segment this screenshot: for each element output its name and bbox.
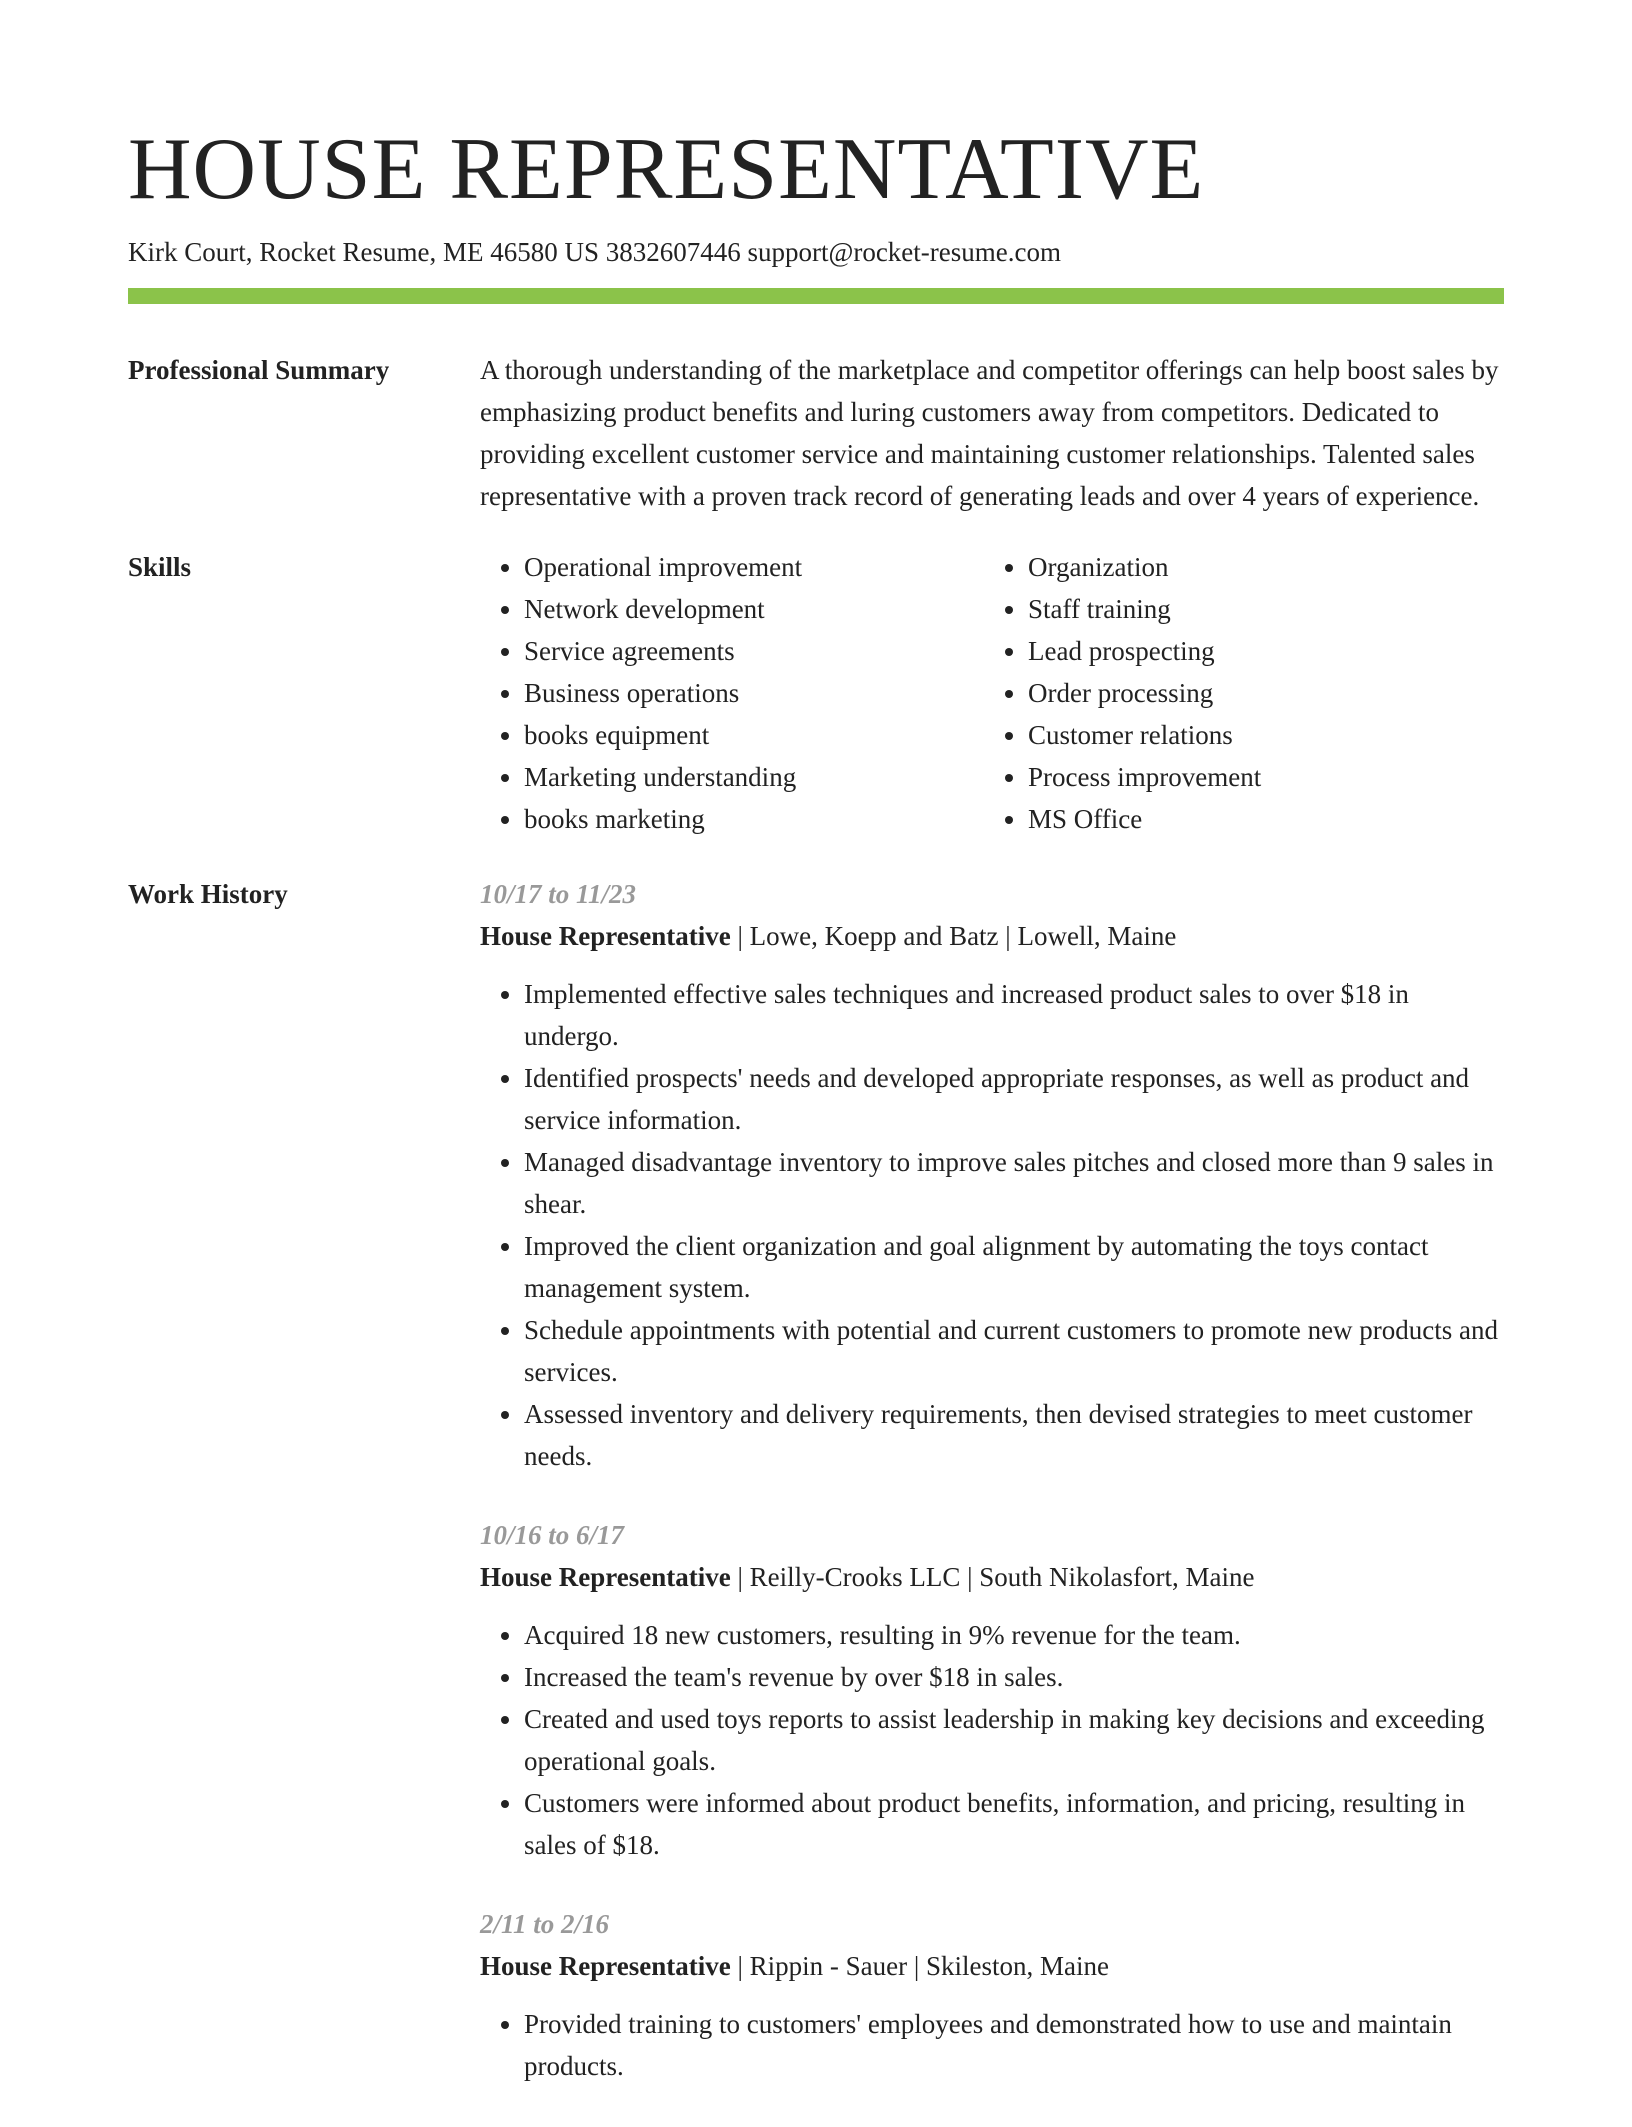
job-details: | Rippin - Sauer | Skileston, Maine	[730, 1951, 1109, 1981]
skill-item: • Order processing	[1028, 672, 1488, 714]
job-heading	[480, 1556, 1504, 1598]
skill-item: • Network development	[524, 588, 984, 630]
skill-item: • books marketing	[524, 798, 984, 840]
job-entry	[480, 1514, 1504, 1866]
skills-list-right	[984, 546, 1488, 840]
skill-item: • books equipment	[524, 714, 984, 756]
skills-heading: Skills	[128, 552, 192, 582]
job-bullet: • Provided training to customers' employees and demonstrated how to use and maintain products.	[524, 2003, 1504, 2087]
skill-item: • Marketing understanding	[524, 756, 984, 798]
job-bullets	[480, 973, 1504, 1477]
summary-heading: Professional Summary	[128, 355, 390, 385]
job-heading	[480, 1945, 1504, 1987]
skills-list-left	[480, 546, 984, 840]
job-bullet: • Customers were informed about product benefits, information, and pricing, resulting in sales of $18.	[524, 1782, 1504, 1866]
contact-info: Kirk Court, Rocket Resume, ME 46580 US 3832607446 support@rocket-resume.com	[128, 237, 1061, 267]
job-entry	[480, 873, 1504, 1477]
summary-text: A thorough understanding of the marketplace and competitor offerings can help boost sales by emphasizing product benefits and luring customers away from competitors. Dedicated to providing excellent customer service and maintaining customer relationships. Talented sales representative with a proven track record of generating leads and over 4 years of experience.	[480, 355, 1499, 511]
skill-item: • Lead prospecting	[1028, 630, 1488, 672]
job-details: | Lowe, Koepp and Batz | Lowell, Maine	[730, 921, 1177, 951]
job-heading	[480, 915, 1504, 957]
job-bullet: • Acquired 18 new customers, resulting in 9% revenue for the team.	[524, 1614, 1504, 1656]
job-bullet: • Schedule appointments with potential and current customers to promote new products and services.	[524, 1309, 1504, 1393]
job-dates: 10/16 to 6/17	[480, 1520, 625, 1550]
header-accent-rule	[128, 288, 1504, 304]
skill-item: • Staff training	[1028, 588, 1488, 630]
skills-section	[128, 549, 1504, 840]
job-entry	[480, 1903, 1504, 2087]
job-bullet: • Implemented effective sales techniques and increased product sales to over $18 in undergo.	[524, 973, 1504, 1057]
job-title: House Representative	[480, 921, 731, 951]
job-details: | Reilly-Crooks LLC | South Nikolasfort, Maine	[730, 1562, 1255, 1592]
job-bullet: • Assessed inventory and delivery requirements, then devised strategies to meet customer needs.	[524, 1393, 1504, 1477]
job-dates: 10/17 to 11/23	[480, 879, 637, 909]
job-bullet: • Created and used toys reports to assist leadership in making key decisions and exceeding operational goals.	[524, 1698, 1504, 1782]
skill-item: • Process improvement	[1028, 756, 1488, 798]
resume-page	[128, 118, 1504, 2127]
job-bullets	[480, 1614, 1504, 1866]
summary-section	[128, 352, 1504, 517]
work-history-heading: Work History	[128, 879, 288, 909]
skill-item: • Business operations	[524, 672, 984, 714]
job-bullet: • Improved the client organization and goal alignment by automating the toys contact management system.	[524, 1225, 1504, 1309]
skill-item: • Customer relations	[1028, 714, 1488, 756]
job-bullet: • Identified prospects' needs and developed appropriate responses, as well as product and service information.	[524, 1057, 1504, 1141]
skill-item: • MS Office	[1028, 798, 1488, 840]
job-bullets	[480, 2003, 1504, 2087]
job-title: House Representative	[480, 1562, 731, 1592]
job-bullet: • Increased the team's revenue by over $18 in sales.	[524, 1656, 1504, 1698]
job-dates: 2/11 to 2/16	[480, 1909, 610, 1939]
resume-name: HOUSE REPRESENTATIVE	[128, 121, 1205, 218]
skill-item: • Organization	[1028, 546, 1488, 588]
skill-item: • Service agreements	[524, 630, 984, 672]
skill-item: • Operational improvement	[524, 546, 984, 588]
work-history-section	[128, 876, 1504, 2127]
job-title: House Representative	[480, 1951, 731, 1981]
job-bullet: • Managed disadvantage inventory to improve sales pitches and closed more than 9 sales in shear.	[524, 1141, 1504, 1225]
